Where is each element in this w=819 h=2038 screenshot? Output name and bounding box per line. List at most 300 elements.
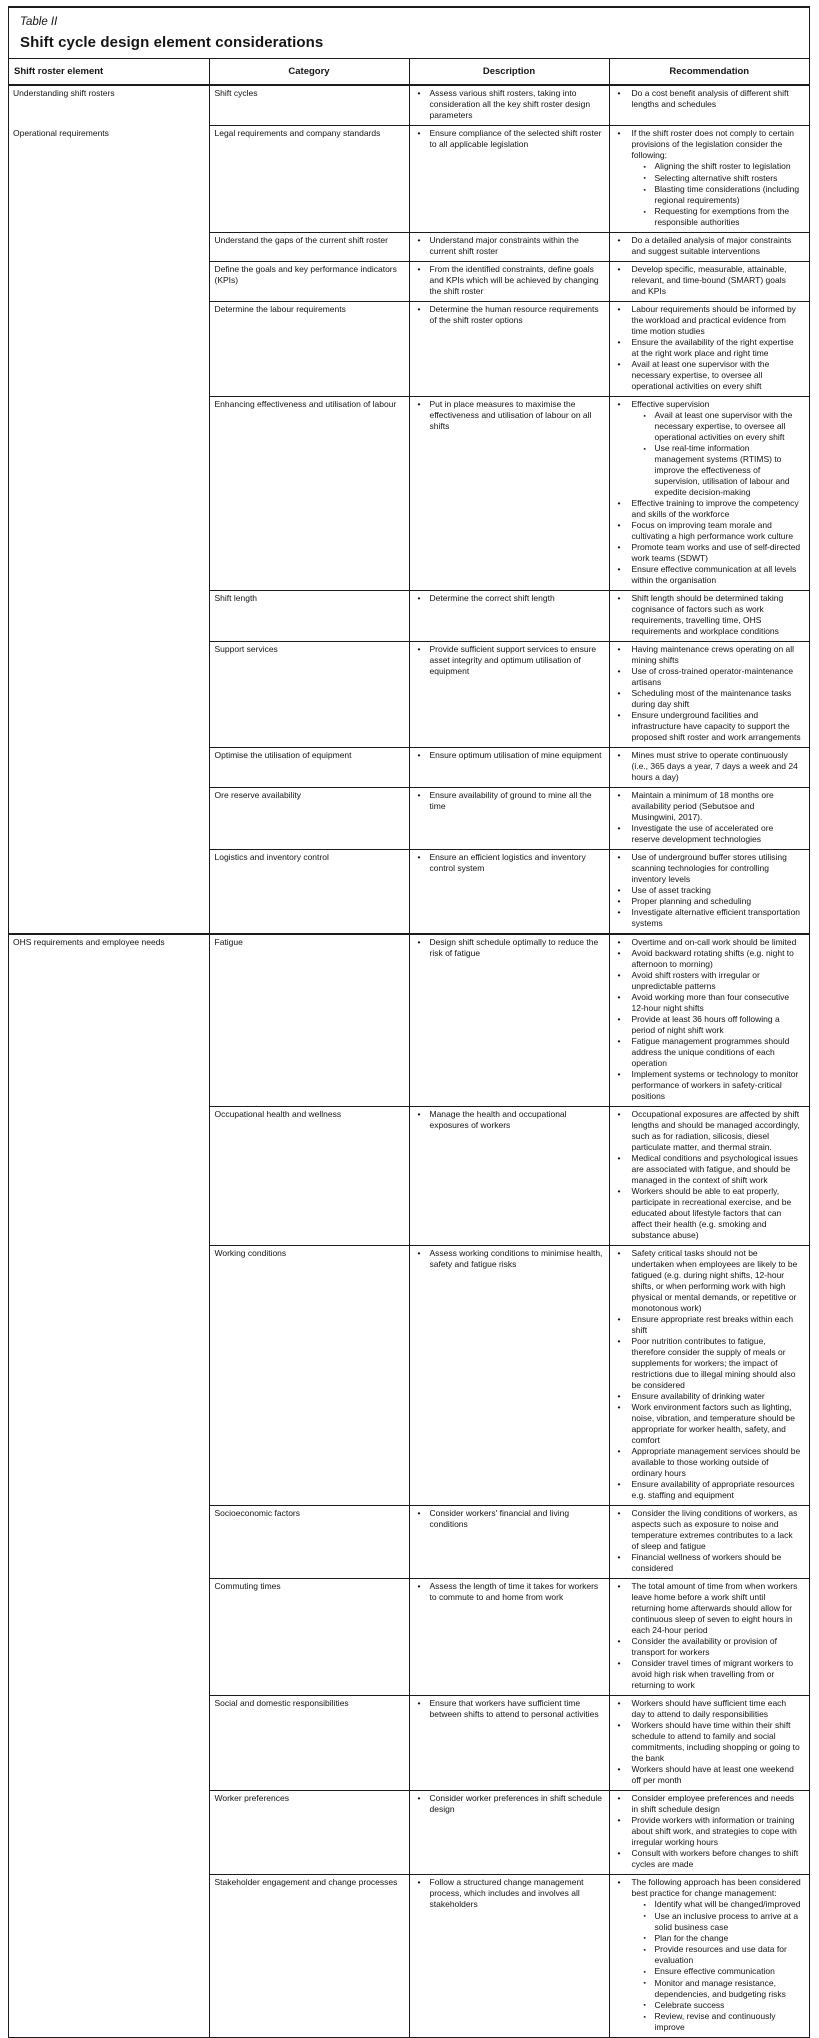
description-item-text: Ensure optimum utilisation of mine equipment xyxy=(429,750,602,760)
bullet-square-icon: ▪ xyxy=(643,412,646,420)
recommendation-subitem-text: Identify what will be changed/improved xyxy=(654,1899,801,1909)
bullet-dot-icon: • xyxy=(617,750,621,760)
recommendation-item xyxy=(617,1402,802,1446)
description-item-text: Determine the human resource requirements of the shift roster options xyxy=(429,304,599,325)
description-cell xyxy=(409,1579,609,1696)
recommendation-subitem-text: Plan for the change xyxy=(654,1932,729,1943)
description-item-text: Manage the health and occupational exposures of workers xyxy=(429,1109,567,1130)
recommendation-item xyxy=(617,992,802,1014)
recommendation-item xyxy=(617,1698,802,1720)
recommendation-item-text: Do a detailed analysis of major constraints and suggest suitable interventions xyxy=(631,235,792,256)
bullet-dot-icon: • xyxy=(617,948,621,958)
recommendation-item-text: If the shift roster does not comply to certain provisions of the legislation consider the following: xyxy=(631,128,795,160)
recommendation-item-text: Use of asset tracking xyxy=(631,885,711,895)
column-header-description: Description xyxy=(409,59,609,86)
recommendation-item xyxy=(617,304,802,337)
recommendation-item-text: Workers should have at least one weekend off per month xyxy=(631,1764,794,1785)
category-cell: Working conditions xyxy=(209,1246,409,1506)
bullet-dot-icon: • xyxy=(617,1314,621,1324)
bullet-dot-icon: • xyxy=(617,992,621,1002)
bullet-dot-icon: • xyxy=(417,1109,421,1119)
recommendation-item xyxy=(617,520,802,542)
recommendation-subitem-text: Review, revise and continuously improve xyxy=(654,2011,776,2032)
recommendation-cell xyxy=(609,1107,809,1246)
recommendation-subitem xyxy=(643,184,802,206)
description-item-text: Consider workers' financial and living conditions xyxy=(429,1508,570,1529)
recommendation-item-text: Promote team works and use of self-directed work teams (SDWT) xyxy=(631,542,801,563)
recommendation-item-text: Poor nutrition contributes to fatigue, therefore consider the supply of meals or supplements for workers; the impact of restrictions due to illegal mining should also be considered xyxy=(631,1336,796,1390)
recommendation-cell xyxy=(609,1696,809,1791)
description-cell xyxy=(409,788,609,850)
bullet-dot-icon: • xyxy=(617,88,621,98)
bullet-square-icon: ▪ xyxy=(643,175,646,182)
recommendation-item xyxy=(617,337,802,359)
recommendation-item xyxy=(617,1153,802,1186)
recommendation-item xyxy=(617,1109,802,1153)
recommendation-item xyxy=(617,1014,802,1036)
recommendation-item xyxy=(617,235,802,257)
bullet-dot-icon: • xyxy=(617,937,621,947)
category-cell: Social and domestic responsibilities xyxy=(209,1696,409,1791)
description-cell xyxy=(409,1696,609,1791)
recommendation-cell xyxy=(609,1579,809,1696)
description-item xyxy=(417,644,604,677)
recommendation-item xyxy=(617,399,802,410)
table-caption: Shift cycle design element considerations xyxy=(20,34,324,51)
recommendation-subitem xyxy=(643,1966,802,1978)
group-element-cell: OHS requirements and employee needs xyxy=(9,934,209,2037)
description-item-text: Determine the correct shift length xyxy=(429,593,555,603)
category-cell: Worker preferences xyxy=(209,1791,409,1875)
description-item xyxy=(417,235,604,257)
recommendation-item-text: Ensure availability of appropriate resources e.g. staffing and equipment xyxy=(631,1479,795,1500)
bullet-dot-icon: • xyxy=(617,1793,621,1803)
category-cell: Logistics and inventory control xyxy=(209,850,409,935)
recommendation-subitem xyxy=(643,2011,802,2033)
bullet-square-icon: ▪ xyxy=(643,1968,646,1976)
group-element-cell: Understanding shift rosters xyxy=(9,85,209,126)
bullet-dot-icon: • xyxy=(617,1109,621,1119)
bullet-dot-icon: • xyxy=(417,1508,421,1518)
bullet-dot-icon: • xyxy=(617,1036,621,1046)
description-item xyxy=(417,1508,604,1530)
bullet-dot-icon: • xyxy=(617,1552,621,1562)
recommendation-item xyxy=(617,1248,802,1314)
recommendation-item-text: Having maintenance crews operating on all mining shifts xyxy=(631,644,795,665)
recommendation-item-text: Use of cross-trained operator-maintenance artisans xyxy=(631,666,794,687)
bullet-dot-icon: • xyxy=(617,790,621,800)
recommendation-item-text: Overtime and on-call work should be limited xyxy=(631,937,797,947)
category-cell: Support services xyxy=(209,642,409,748)
category-cell: Determine the labour requirements xyxy=(209,302,409,397)
recommendation-subitem xyxy=(643,1978,802,2000)
description-item-text: Put in place measures to maximise the effectiveness and utilisation of labour on all shifts xyxy=(429,399,592,431)
recommendation-item xyxy=(617,823,802,845)
bullet-dot-icon: • xyxy=(417,399,421,409)
recommendation-cell xyxy=(609,748,809,788)
bullet-dot-icon: • xyxy=(617,304,621,314)
group-element-cell: Operational requirements xyxy=(13,127,109,138)
description-item xyxy=(417,1793,604,1815)
description-item xyxy=(417,790,604,812)
recommendation-subitem xyxy=(643,2000,802,2012)
recommendation-subitem xyxy=(643,1933,802,1945)
table-row xyxy=(9,934,809,1107)
description-item xyxy=(417,1698,604,1720)
table-title-block xyxy=(9,8,809,58)
bullet-dot-icon: • xyxy=(417,128,421,138)
category-cell: Occupational health and wellness xyxy=(209,1107,409,1246)
description-cell xyxy=(409,591,609,642)
column-header-category: Category xyxy=(209,59,409,86)
recommendation-cell xyxy=(609,262,809,302)
bullet-dot-icon: • xyxy=(617,1014,621,1024)
recommendation-cell xyxy=(609,302,809,397)
bullet-square-icon: ▪ xyxy=(643,2013,646,2021)
category-cell: Understand the gaps of the current shift roster xyxy=(209,233,409,262)
recommendation-item-text: The following approach has been considered best practice for change management: xyxy=(631,1877,801,1898)
recommendation-item xyxy=(617,1552,802,1574)
bullet-dot-icon: • xyxy=(417,304,421,314)
column-header-shift-roster-element: Shift roster element xyxy=(9,59,209,86)
recommendation-item-text: Medical conditions and psychological issues are associated with fatigue, and should be managed in the context of shift work xyxy=(631,1153,798,1185)
recommendation-subitem-text: Use real-time information management systems (RTIMS) to improve the effectiveness of supervision, utilisation of labour and expedite decision-making xyxy=(654,443,790,497)
bullet-dot-icon: • xyxy=(617,542,621,552)
bullet-dot-icon: • xyxy=(617,564,621,574)
category-cell: Define the goals and key performance indicators (KPIs) xyxy=(209,262,409,302)
recommendation-item xyxy=(617,128,802,161)
recommendation-item xyxy=(617,666,802,688)
recommendation-item-text: Ensure the availability of the right expertise at the right work place and right time xyxy=(631,337,794,358)
category-cell: Socioeconomic factors xyxy=(209,1506,409,1579)
recommendation-item-text: Mines must strive to operate continuously (i.e., 365 days a year, 7 days a week and 24 hours a day) xyxy=(631,750,798,782)
recommendation-item xyxy=(617,88,802,110)
recommendation-item-text: Workers should have sufficient time each day to attend to daily responsibilities xyxy=(631,1698,787,1719)
recommendation-item xyxy=(617,564,802,586)
recommendation-item xyxy=(617,1446,802,1479)
bullet-dot-icon: • xyxy=(617,885,621,895)
recommendation-item-text: Scheduling most of the maintenance tasks during day shift xyxy=(631,688,792,709)
recommendation-item-text: Maintain a minimum of 18 months ore availability period (Sebutsoe and Musingwini, 2017). xyxy=(631,790,774,822)
recommendation-item-text: Implement systems or technology to monitor performance of workers in safety-critical positions xyxy=(631,1069,799,1101)
recommendation-subitem-text: Avail at least one supervisor with the necessary expertise, to oversee all operational activities on every shift xyxy=(654,410,793,442)
recommendation-item-text: Develop specific, measurable, attainable, relevant, and time-bound (SMART) goals and KPIs xyxy=(631,264,787,296)
recommendation-subitem-text: Use an inclusive process to arrive at a solid business case xyxy=(654,1910,799,1932)
recommendation-subitem-text: Celebrate success xyxy=(654,1999,725,2010)
description-item-text: Assess various shift rosters, taking into consideration all the key shift roster design parameters xyxy=(429,88,591,120)
recommendation-subitem-text: Ensure effective communication xyxy=(654,1966,775,1976)
bullet-dot-icon: • xyxy=(417,593,421,603)
bullet-dot-icon: • xyxy=(417,235,421,245)
recommendation-item xyxy=(617,1764,802,1786)
description-item-text: Ensure that workers have sufficient time between shifts to attend to personal activities xyxy=(429,1698,599,1719)
column-header-recommendation: Recommendation xyxy=(609,59,809,86)
category-cell: Shift cycles xyxy=(209,85,409,126)
recommendation-subitem-text: Monitor and manage resistance, dependencies, and budgeting risks xyxy=(654,1977,786,1999)
description-cell xyxy=(409,397,609,591)
recommendation-item xyxy=(617,937,802,948)
description-item-text: Understand major constraints within the current shift roster xyxy=(429,235,579,256)
category-cell: Stakeholder engagement and change processes xyxy=(209,1875,409,2038)
recommendation-item xyxy=(617,1069,802,1102)
bullet-dot-icon: • xyxy=(617,823,621,833)
description-item xyxy=(417,304,604,326)
recommendation-cell xyxy=(609,126,809,233)
bullet-square-icon: ▪ xyxy=(643,1935,646,1942)
recommendation-item xyxy=(617,1314,802,1336)
recommendation-cell xyxy=(609,1791,809,1875)
recommendation-cell xyxy=(609,1246,809,1506)
recommendation-item xyxy=(617,1336,802,1391)
bullet-dot-icon: • xyxy=(617,1508,621,1518)
bullet-square-icon: ▪ xyxy=(643,1980,646,1987)
description-cell xyxy=(409,642,609,748)
description-cell xyxy=(409,850,609,935)
bullet-dot-icon: • xyxy=(417,937,421,947)
table-number-label: Table II xyxy=(20,16,58,28)
bullet-dot-icon: • xyxy=(617,399,621,409)
description-item-text: Provide sufficient support services to ensure asset integrity and optimum utilisation of equipment xyxy=(429,644,597,676)
category-cell: Commuting times xyxy=(209,1579,409,1696)
recommendation-item-text: Effective training to improve the competency and skills of the workforce xyxy=(631,498,799,519)
recommendation-item-text: Consider employee preferences and needs in shift schedule design xyxy=(631,1793,795,1814)
recommendation-subitem xyxy=(643,1944,802,1966)
bullet-dot-icon: • xyxy=(617,688,621,698)
bullet-square-icon: ▪ xyxy=(643,1913,646,1920)
bullet-dot-icon: • xyxy=(417,644,421,654)
recommendation-item xyxy=(617,852,802,885)
bullet-dot-icon: • xyxy=(417,852,421,862)
recommendation-item-text: Appropriate management services should be available to those working outside of ordinary hours xyxy=(631,1446,801,1478)
bullet-dot-icon: • xyxy=(617,970,621,980)
recommendation-item xyxy=(617,1658,802,1691)
bullet-dot-icon: • xyxy=(617,1391,621,1401)
recommendation-subitem xyxy=(643,161,802,173)
bullet-dot-icon: • xyxy=(617,235,621,245)
recommendation-item-text: Consider the availability or provision of transport for workers xyxy=(631,1636,778,1657)
recommendation-item-text: Work environment factors such as lighting, noise, vibration, and temperature should be appropriate for worker health, safety, and comfort xyxy=(631,1402,795,1445)
recommendation-subitem xyxy=(643,1911,802,1933)
recommendation-item-text: Provide workers with information or training about shift work, and strategies to cope with irregular working hours xyxy=(631,1815,797,1847)
bullet-dot-icon: • xyxy=(617,1658,621,1668)
bullet-dot-icon: • xyxy=(617,128,621,138)
bullet-dot-icon: • xyxy=(617,498,621,508)
recommendation-item xyxy=(617,1877,802,1899)
description-item xyxy=(417,1248,604,1270)
bullet-dot-icon: • xyxy=(417,264,421,274)
description-item-text: Consider worker preferences in shift schedule design xyxy=(429,1793,602,1814)
recommendation-item xyxy=(617,907,802,929)
recommendation-item xyxy=(617,1720,802,1764)
recommendation-item xyxy=(617,644,802,666)
recommendation-item xyxy=(617,885,802,896)
recommendation-item xyxy=(617,1581,802,1636)
bullet-square-icon: ▪ xyxy=(643,163,646,171)
recommendation-item-text: Use of underground buffer stores utilising scanning technologies for controlling inventory levels xyxy=(631,852,787,884)
bullet-dot-icon: • xyxy=(617,359,621,369)
recommendation-item-text: Labour requirements should be informed by the workload and practical evidence from time motion studies xyxy=(631,304,796,336)
recommendation-item-text: Provide at least 36 hours off following a period of night shift work xyxy=(631,1014,780,1035)
recommendation-item xyxy=(617,1793,802,1815)
recommendation-cell xyxy=(609,788,809,850)
bullet-dot-icon: • xyxy=(417,1248,421,1258)
recommendation-item-text: Financial wellness of workers should be considered xyxy=(631,1552,782,1573)
bullet-square-icon: ▪ xyxy=(643,2002,646,2009)
recommendation-item-text: The total amount of time from when workers leave home before a work shift until returning home afterwards should allow for continuous sleep of seven to eight hours in each 24-hour period xyxy=(631,1581,798,1635)
category-cell: Ore reserve availability xyxy=(209,788,409,850)
table-container xyxy=(8,6,810,2038)
recommendation-item-text: Workers should be able to eat properly, participate in recreational exercise, and be educated about lifestyle factors that can affect their health (e.g. smoking and substance abuse) xyxy=(631,1186,792,1240)
bullet-dot-icon: • xyxy=(617,1446,621,1456)
recommendation-cell xyxy=(609,85,809,126)
category-cell: Fatigue xyxy=(209,934,409,1107)
description-item xyxy=(417,852,604,874)
recommendation-item xyxy=(617,593,802,637)
bullet-dot-icon: • xyxy=(617,1815,621,1825)
recommendation-item xyxy=(617,970,802,992)
description-cell xyxy=(409,1875,609,2038)
description-item xyxy=(417,1109,604,1131)
bullet-square-icon: ▪ xyxy=(643,445,646,453)
bullet-dot-icon: • xyxy=(617,1248,621,1258)
recommendation-item xyxy=(617,750,802,783)
recommendation-item-text: Proper planning and scheduling xyxy=(631,896,752,906)
table-header xyxy=(9,59,809,86)
bullet-dot-icon: • xyxy=(617,1636,621,1646)
bullet-dot-icon: • xyxy=(617,520,621,530)
recommendation-cell xyxy=(609,1506,809,1579)
recommendation-item-text: Effective supervision xyxy=(631,399,710,409)
description-item-text: From the identified constraints, define goals and KPIs which will be achieved by changing the shift roster xyxy=(429,264,599,296)
bullet-dot-icon: • xyxy=(617,1336,621,1346)
bullet-dot-icon: • xyxy=(617,593,621,603)
bullet-dot-icon: • xyxy=(617,1698,621,1708)
bullet-dot-icon: • xyxy=(617,1720,621,1730)
bullet-square-icon: ▪ xyxy=(643,186,646,194)
recommendation-item-text: Ensure availability of drinking water xyxy=(631,1391,765,1401)
description-item xyxy=(417,937,604,959)
bullet-dot-icon: • xyxy=(617,666,621,676)
recommendation-subitem xyxy=(643,410,802,443)
recommendation-item xyxy=(617,1815,802,1848)
recommendation-item xyxy=(617,542,802,564)
recommendation-item-text: Safety critical tasks should not be undertaken when employees are likely to be fatigued (e.g. during night shifts, 12-hour shifts, or when performing work with high physical or mental demands, or repetitive or monotonous work) xyxy=(631,1248,798,1313)
bullet-dot-icon: • xyxy=(617,1581,621,1591)
bullet-dot-icon: • xyxy=(617,1153,621,1163)
recommendation-item-text: Occupational exposures are affected by shift lengths and should be managed accordingly, such as for radiation, silicosis, diesel particulate matter, and thermal strain. xyxy=(631,1109,800,1152)
considerations-table xyxy=(9,58,809,2037)
recommendation-subitem xyxy=(643,1899,802,1911)
recommendation-item-text: Do a cost benefit analysis of different shift lengths and schedules xyxy=(631,88,789,109)
bullet-dot-icon: • xyxy=(617,896,621,906)
table-row xyxy=(9,85,809,126)
bullet-dot-icon: • xyxy=(617,644,621,654)
header-row xyxy=(9,59,809,86)
description-item-text: Assess working conditions to minimise health, safety and fatigue risks xyxy=(429,1248,603,1269)
bullet-dot-icon: • xyxy=(417,88,421,98)
recommendation-cell xyxy=(609,642,809,748)
description-cell xyxy=(409,934,609,1107)
description-item xyxy=(417,399,604,432)
recommendation-item xyxy=(617,359,802,392)
recommendation-item-text: Ensure appropriate rest breaks within each shift xyxy=(631,1314,794,1335)
recommendation-item xyxy=(617,1508,802,1552)
description-item xyxy=(417,1581,604,1603)
recommendation-cell xyxy=(609,591,809,642)
recommendation-item-text: Investigate the use of accelerated ore reserve development technologies xyxy=(631,823,774,844)
recommendation-subitem-text: Requesting for exemptions from the responsible authorities xyxy=(654,206,790,227)
recommendation-item xyxy=(617,498,802,520)
description-item xyxy=(417,1877,604,1910)
bullet-dot-icon: • xyxy=(617,852,621,862)
recommendation-item-text: Shift length should be determined taking cognisance of factors such as work requirements, travelling time, OHS requirements and workplace conditions xyxy=(631,593,784,636)
description-cell xyxy=(409,302,609,397)
recommendation-item-text: Consider the living conditions of workers, as aspects such as exposure to noise and temperature extremes contributes to a lack of sleep and fatigue xyxy=(631,1508,798,1551)
bullet-dot-icon: • xyxy=(417,1581,421,1591)
description-cell xyxy=(409,748,609,788)
bullet-square-icon: ▪ xyxy=(643,1901,646,1909)
description-item xyxy=(417,264,604,297)
recommendation-item-text: Focus on improving team morale and cultivating a high performance work culture xyxy=(631,520,794,541)
category-cell: Shift length xyxy=(209,591,409,642)
recommendation-item xyxy=(617,688,802,710)
recommendation-item-text: Avoid backward rotating shifts (e.g. night to afternoon to morning) xyxy=(631,948,794,969)
bullet-dot-icon: • xyxy=(617,1069,621,1079)
description-item xyxy=(417,128,604,150)
recommendation-subitem-text: Aligning the shift roster to legislation xyxy=(654,161,791,171)
recommendation-item-text: Avoid shift rosters with irregular or unpredictable patterns xyxy=(631,970,760,991)
description-cell xyxy=(409,262,609,302)
bullet-square-icon: ▪ xyxy=(643,1946,646,1954)
bullet-dot-icon: • xyxy=(617,1877,621,1887)
bullet-dot-icon: • xyxy=(617,337,621,347)
recommendation-item xyxy=(617,896,802,907)
description-item-text: Ensure availability of ground to mine all the time xyxy=(429,790,592,811)
recommendation-subitem-text: Provide resources and use data for evaluation xyxy=(654,1944,787,1965)
recommendation-item xyxy=(617,790,802,823)
description-item-text: Follow a structured change management process, which includes and involves all stakeholders xyxy=(429,1877,584,1909)
table-row xyxy=(9,126,809,233)
recommendation-subitem xyxy=(643,173,802,185)
bullet-dot-icon: • xyxy=(417,790,421,800)
recommendation-item xyxy=(617,1391,802,1402)
table-body xyxy=(9,85,809,2037)
description-item xyxy=(417,593,604,604)
category-cell: Optimise the utilisation of equipment xyxy=(209,748,409,788)
bullet-dot-icon: • xyxy=(617,1479,621,1489)
recommendation-cell xyxy=(609,1875,809,2038)
description-item xyxy=(417,88,604,121)
recommendation-subitem-text: Blasting time considerations (including regional requirements) xyxy=(654,184,800,205)
bullet-dot-icon: • xyxy=(617,1764,621,1774)
category-cell: Enhancing effectiveness and utilisation of labour xyxy=(209,397,409,591)
recommendation-item-text: Investigate alternative efficient transportation systems xyxy=(631,907,801,928)
description-item xyxy=(417,750,604,761)
description-cell xyxy=(409,1107,609,1246)
recommendation-cell xyxy=(609,850,809,935)
recommendation-item xyxy=(617,1186,802,1241)
bullet-dot-icon: • xyxy=(417,1877,421,1887)
description-item-text: Ensure an efficient logistics and inventory control system xyxy=(429,852,586,873)
bullet-square-icon: ▪ xyxy=(643,208,646,216)
bullet-dot-icon: • xyxy=(417,1698,421,1708)
bullet-dot-icon: • xyxy=(617,907,621,917)
description-cell xyxy=(409,233,609,262)
recommendation-cell xyxy=(609,934,809,1107)
bullet-dot-icon: • xyxy=(617,1848,621,1858)
bullet-dot-icon: • xyxy=(617,1186,621,1196)
recommendation-item xyxy=(617,710,802,743)
